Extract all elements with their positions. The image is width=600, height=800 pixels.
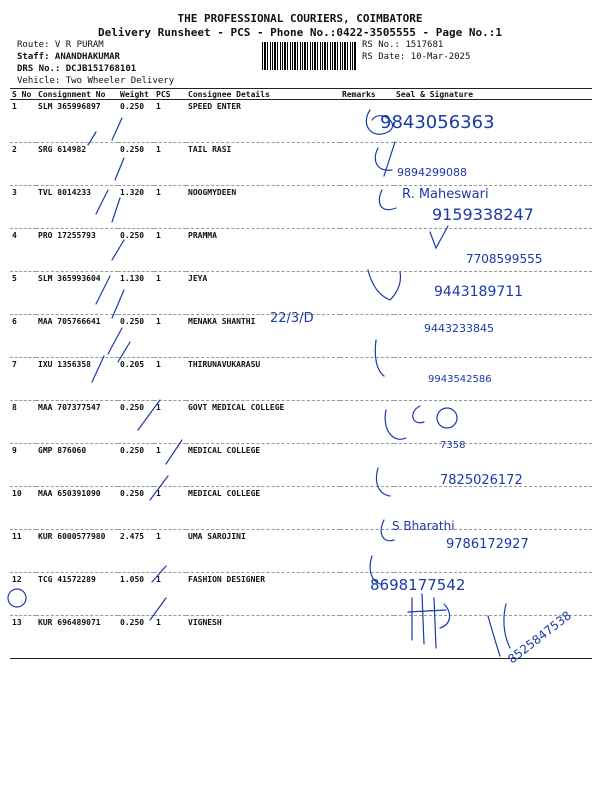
pcs-cell: 1 (154, 229, 186, 272)
weight-cell: 1.320 (118, 186, 154, 229)
col-pcs: PCS (154, 89, 186, 100)
table-row (10, 573, 592, 616)
consignment-cell: KUR 696489071 (36, 616, 118, 659)
pcs-cell: 1 (154, 186, 186, 229)
pcs-cell: 1 (154, 487, 186, 530)
pcs-cell: 1 (154, 143, 186, 186)
hw-phone: 7708599555 (466, 252, 543, 266)
signature-cell (394, 616, 592, 659)
hw-number: 7358 (440, 440, 466, 451)
remarks-cell (340, 616, 394, 659)
remarks-cell (340, 573, 394, 616)
sno-cell: 13 (10, 616, 36, 659)
table-header-row (10, 89, 592, 100)
col-consignment: Consignment No (36, 89, 118, 100)
weight-cell: 0.250 (118, 401, 154, 444)
company-title: THE PROFESSIONAL COURIERS, COIMBATORE (177, 12, 423, 25)
table-row (10, 100, 592, 143)
consignee-cell: FASHION DESIGNER (186, 573, 340, 616)
weight-cell: 0.250 (118, 616, 154, 659)
signature-cell (394, 401, 592, 444)
consignee-cell: GOVT MEDICAL COLLEGE (186, 401, 340, 444)
sno-cell: 5 (10, 272, 36, 315)
col-consignee: Consignee Details (186, 89, 340, 100)
weight-cell: 2.475 (118, 530, 154, 573)
remarks-cell (340, 530, 394, 573)
table-row (10, 229, 592, 272)
signature-cell (394, 487, 592, 530)
remarks-cell (340, 100, 394, 143)
consignment-cell: MAA 707377547 (36, 401, 118, 444)
consignee-cell: UMA SAROJINI (186, 530, 340, 573)
weight-cell: 1.130 (118, 272, 154, 315)
weight-cell: 0.250 (118, 487, 154, 530)
hw-phone: 8698177542 (370, 576, 466, 594)
hw-phone: 7825026172 (440, 473, 523, 488)
sno-cell: 3 (10, 186, 36, 229)
consignee-cell: MEDICAL COLLEGE (186, 444, 340, 487)
sno-cell: 7 (10, 358, 36, 401)
remarks-cell (340, 444, 394, 487)
consignee-cell: MEDICAL COLLEGE (186, 487, 340, 530)
col-weight: Weight (118, 89, 154, 100)
table-row (10, 530, 592, 573)
signature-cell (394, 143, 592, 186)
rs-number: RS No.: 1517681 (362, 40, 444, 50)
hw-name: S Bharathi (392, 519, 455, 533)
consignee-cell: TAIL RASI (186, 143, 340, 186)
hw-phone: 9943542586 (428, 374, 492, 385)
pcs-cell: 1 (154, 100, 186, 143)
col-sno: S No (10, 89, 36, 100)
signature-cell (394, 444, 592, 487)
signature-cell (394, 358, 592, 401)
table-row (10, 143, 592, 186)
consignment-cell: SLM 365996897 (36, 100, 118, 143)
pcs-cell: 1 (154, 616, 186, 659)
hw-phone: 9159338247 (432, 205, 534, 224)
consignment-cell: MAA 650391090 (36, 487, 118, 530)
hw-name: R. Maheswari (402, 187, 489, 202)
signature-cell (394, 573, 592, 616)
hw-remark: 22/3/D (270, 311, 314, 326)
signature-cell (394, 229, 592, 272)
rs-date: RS Date: 10-Mar-2025 (362, 52, 471, 62)
pcs-cell: 1 (154, 315, 186, 358)
consignment-cell: IXU 1356358 (36, 358, 118, 401)
consignment-cell: GMP 876060 (36, 444, 118, 487)
consignment-cell: MAA 705766641 (36, 315, 118, 358)
hw-phone: 9786172927 (446, 537, 529, 552)
hw-phone: 8525847538 (505, 608, 575, 667)
consignment-cell: TCG 41572289 (36, 573, 118, 616)
sno-cell: 11 (10, 530, 36, 573)
pcs-cell: 1 (154, 444, 186, 487)
consignee-cell: THIRUNAVUKARASU (186, 358, 340, 401)
remarks-cell (340, 358, 394, 401)
hw-phone: 9443233845 (424, 322, 494, 335)
sno-cell: 2 (10, 143, 36, 186)
sno-cell: 10 (10, 487, 36, 530)
consignee-cell: VIGNESH (186, 616, 340, 659)
pcs-cell: 1 (154, 573, 186, 616)
table-row (10, 315, 592, 358)
consignee-cell: NOOGMYDEEN (186, 186, 340, 229)
sno-cell: 12 (10, 573, 36, 616)
remarks-cell (340, 143, 394, 186)
remarks-cell (340, 229, 394, 272)
weight-cell: 0.250 (118, 143, 154, 186)
weight-cell: 0.250 (118, 444, 154, 487)
signature-cell (394, 186, 592, 229)
sno-cell: 8 (10, 401, 36, 444)
pcs-cell: 1 (154, 358, 186, 401)
sno-cell: 4 (10, 229, 36, 272)
table-row (10, 487, 592, 530)
route-label: Route: V R PURAM (17, 40, 104, 50)
remarks-cell (340, 272, 394, 315)
consignee-cell: MENAKA SHANTHI (186, 315, 340, 358)
table-row (10, 272, 592, 315)
table-row (10, 401, 592, 444)
weight-cell: 1.050 (118, 573, 154, 616)
consignee-cell: SPEED ENTER (186, 100, 340, 143)
consignment-cell: SLM 365993604 (36, 272, 118, 315)
table-row (10, 616, 592, 659)
sno-cell: 1 (10, 100, 36, 143)
sno-cell: 9 (10, 444, 36, 487)
signature-cell (394, 315, 592, 358)
sno-cell: 6 (10, 315, 36, 358)
table-row (10, 186, 592, 229)
signature-cell (394, 272, 592, 315)
staff-label: Staff: ANANDHAKUMAR (17, 52, 120, 62)
signature-cell (394, 100, 592, 143)
consignee-cell: JEYA (186, 272, 340, 315)
consignment-cell: KUR 6000577980 (36, 530, 118, 573)
barcode (262, 42, 357, 70)
consignment-cell: PRO 17255793 (36, 229, 118, 272)
weight-cell: 0.250 (118, 100, 154, 143)
consignment-cell: SRG 614982 (36, 143, 118, 186)
weight-cell: 0.205 (118, 358, 154, 401)
remarks-cell (340, 487, 394, 530)
pcs-cell: 1 (154, 401, 186, 444)
remarks-cell (340, 186, 394, 229)
weight-cell: 0.250 (118, 229, 154, 272)
runsheet-table (10, 88, 592, 659)
vehicle-label: Vehicle: Two Wheeler Delivery (17, 76, 175, 86)
hw-phone: 9443189711 (434, 284, 524, 300)
consignee-cell: PRAMMA (186, 229, 340, 272)
drs-number: DRS No.: DCJB151768101 (17, 64, 137, 74)
pcs-cell: 1 (154, 530, 186, 573)
remarks-cell (340, 315, 394, 358)
hw-phone: 9843056363 (380, 112, 495, 133)
consignment-cell: TVL 8014233 (36, 186, 118, 229)
table-row (10, 444, 592, 487)
col-remarks: Remarks (340, 89, 394, 100)
runsheet-subtitle: Delivery Runsheet - PCS - Phone No.:0422-3505555 - Page No.:1 (98, 26, 502, 39)
col-signature: Seal & Signature (394, 89, 592, 100)
weight-cell: 0.250 (118, 315, 154, 358)
remarks-cell (340, 401, 394, 444)
signature-cell (394, 530, 592, 573)
table-row (10, 358, 592, 401)
pcs-cell: 1 (154, 272, 186, 315)
hw-phone: 9894299088 (397, 166, 467, 179)
